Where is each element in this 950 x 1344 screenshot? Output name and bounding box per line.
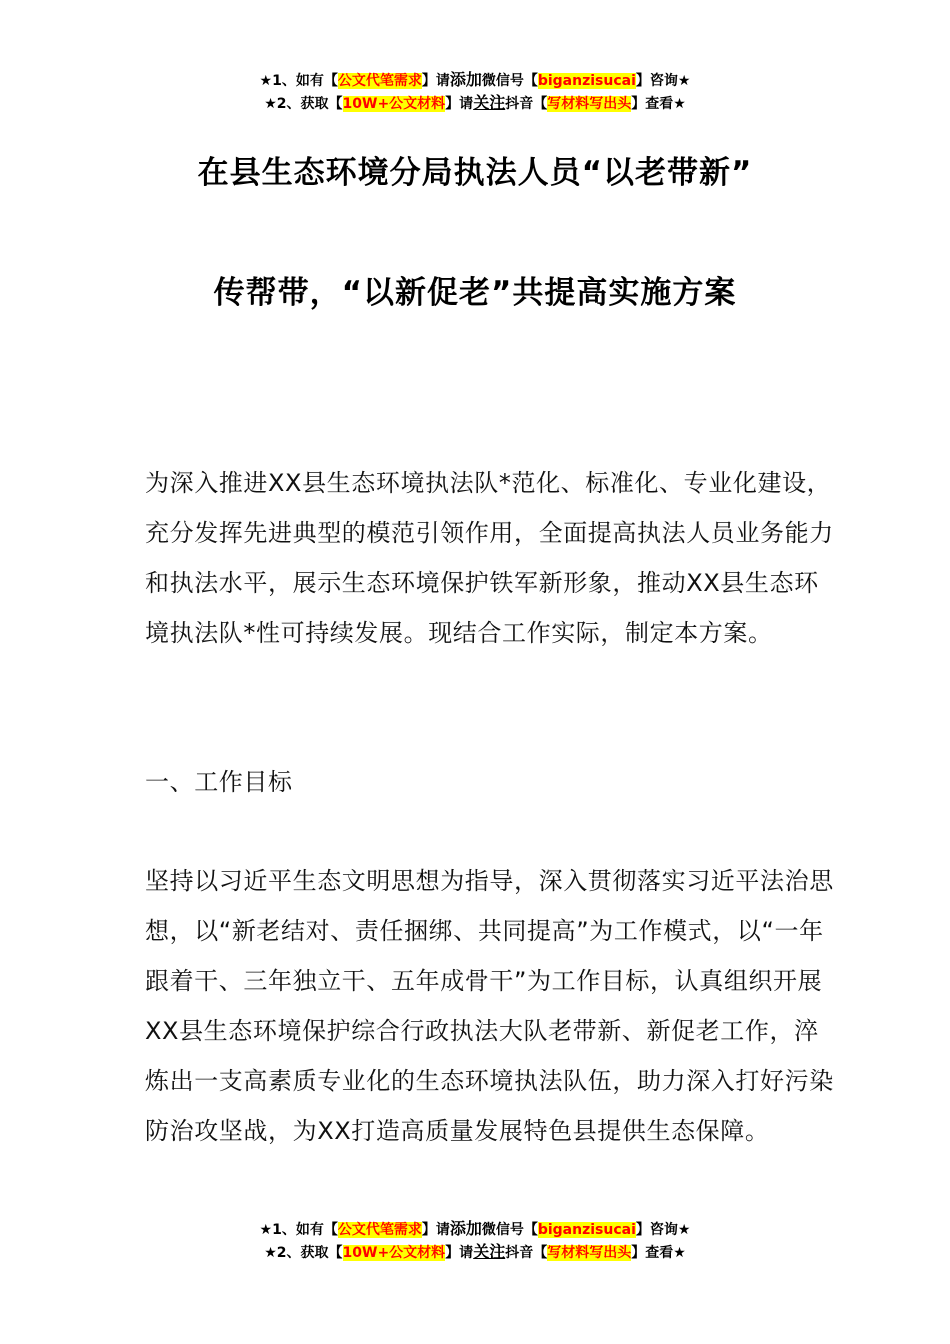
banner-emphasis: 添加 <box>449 70 482 89</box>
banner-text: 抖音【 <box>505 1245 548 1261</box>
banner-text: 】请 <box>445 96 474 112</box>
banner-highlight-douyin: 写材料写出头 <box>547 96 632 112</box>
banner-highlight-wechat: biganzisucai <box>537 73 636 89</box>
banner-text: 】咨询★ <box>635 1222 691 1238</box>
banner-text: 】请 <box>421 73 450 89</box>
banner-highlight: 公文代笔需求 <box>337 73 422 89</box>
document-title-line-1: 在县生态环境分局执法人员“以老带新” <box>197 155 753 191</box>
banner-text: 微信号【 <box>481 1222 538 1238</box>
banner-highlight: 公文代笔需求 <box>337 1222 422 1238</box>
document-title-line-2: 传帮带，“以新促老”共提高实施方案 <box>213 275 737 311</box>
banner-highlight: 10W+公文材料 <box>342 1245 446 1261</box>
banner-line-1 <box>0 1217 950 1240</box>
banner-line-2 <box>0 1240 950 1263</box>
banner-text: 】查看★ <box>631 96 686 112</box>
banner-highlight-wechat: biganzisucai <box>537 1222 636 1238</box>
banner-text: ★1、如有【 <box>259 73 338 89</box>
banner-text: 】咨询★ <box>635 73 691 89</box>
header-banner <box>0 68 950 114</box>
banner-text: ★1、如有【 <box>259 1222 338 1238</box>
banner-emphasis: 添加 <box>449 1219 482 1238</box>
banner-highlight-douyin: 写材料写出头 <box>547 1245 632 1261</box>
banner-emphasis: 关注 <box>473 93 506 112</box>
banner-highlight: 10W+公文材料 <box>342 96 446 112</box>
banner-text: 微信号【 <box>481 73 538 89</box>
banner-line-2 <box>0 91 950 114</box>
banner-text: 抖音【 <box>505 96 548 112</box>
banner-text: 】查看★ <box>631 1245 686 1261</box>
banner-text: ★2、获取【 <box>264 96 343 112</box>
work-goals-paragraph: 坚持以习近平生态文明思想为指导，深入贯彻落实习近平法治思想，以“新老结对、责任捆绑、共同提高”为工作模式，以“一年跟着干、三年独立干、五年成骨干”为工作目标，认真组织开展XX县生态环境保护综合行政执法大队老带新、新促老工作，淬炼出一支高素质专业化的生态环境执法队伍，助力深入打好污染防治攻坚战，为XX打造高质量发展特色县提供生态保障。 <box>145 867 834 1145</box>
banner-text: 】请 <box>445 1245 474 1261</box>
banner-line-1 <box>0 68 950 91</box>
banner-text: 】请 <box>421 1222 450 1238</box>
banner-text: ★2、获取【 <box>264 1245 343 1261</box>
footer-banner <box>0 1217 950 1263</box>
banner-emphasis: 关注 <box>473 1242 506 1261</box>
section-heading-work-goals: 一、工作目标 <box>145 768 293 796</box>
intro-paragraph: 为深入推进XX县生态环境执法队*范化、标准化、专业化建设，充分发挥先进典型的模范引领作用，全面提高执法人员业务能力和执法水平，展示生态环境保护铁军新形象，推动XX县生态环境执法队*性可持续发展。现结合工作实际，制定本方案。 <box>145 469 834 647</box>
